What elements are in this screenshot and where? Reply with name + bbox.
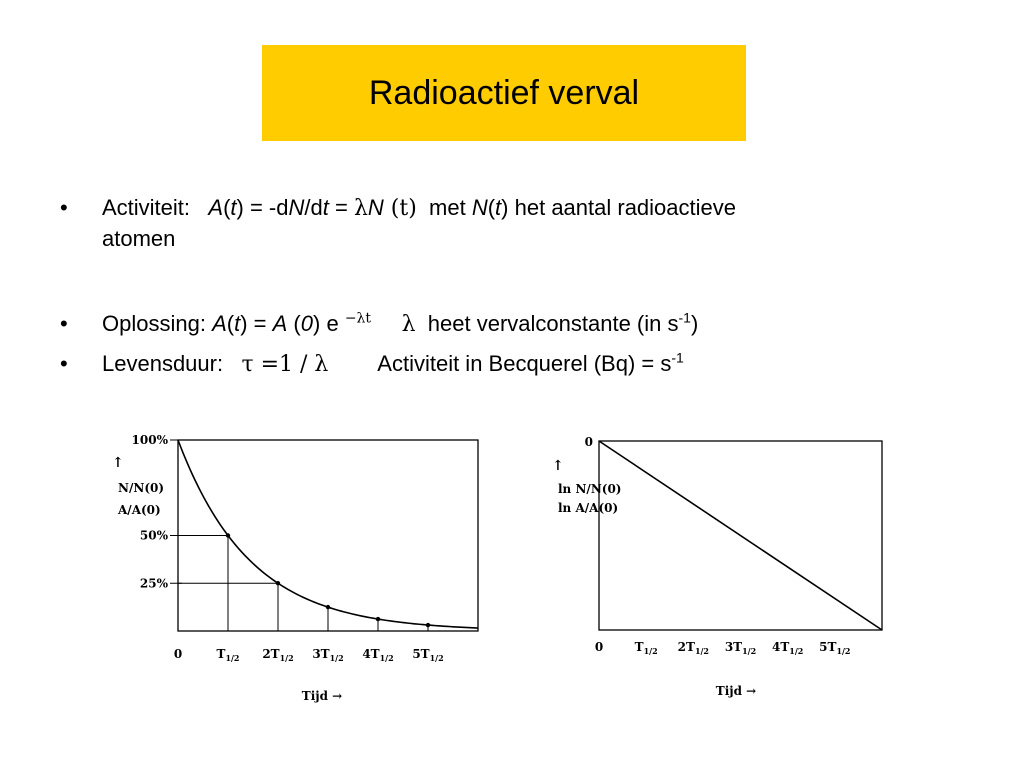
y-tick-label: 0 bbox=[584, 435, 593, 449]
plot-frame bbox=[599, 441, 882, 630]
bullet-label: Activiteit: bbox=[102, 195, 191, 220]
eq-text: = bbox=[247, 311, 273, 336]
eq-text: ( bbox=[223, 195, 231, 220]
x-axis-label: Tijd → bbox=[301, 689, 343, 703]
y-axis-label: N/N(0) bbox=[118, 481, 165, 495]
y-tick-label: 100% bbox=[131, 433, 168, 447]
series-line bbox=[599, 441, 882, 630]
bullet-label: Levensduur: bbox=[102, 351, 224, 376]
data-point bbox=[376, 617, 380, 621]
x-tick-label: $5T_{1/2}$ bbox=[819, 640, 851, 656]
series-line bbox=[178, 440, 478, 628]
x-tick-label: $3T_{1/2}$ bbox=[312, 647, 344, 663]
eq-symbol: N bbox=[288, 195, 305, 220]
bullet-text: Activiteit in Becquerel (Bq) = s bbox=[377, 351, 672, 376]
data-point bbox=[426, 623, 430, 627]
y-tick-label: 50% bbox=[139, 528, 168, 543]
bullet-text: ) bbox=[690, 311, 699, 336]
eq-symbol: t bbox=[230, 195, 237, 220]
eq-text: ( bbox=[287, 311, 301, 336]
y-axis-label: ln A/A(0) bbox=[558, 501, 619, 515]
eq-text: = bbox=[328, 195, 354, 220]
bullet-text: heet vervalconstante (in s bbox=[427, 311, 679, 336]
y-axis-label: A/A(0) bbox=[118, 503, 161, 517]
eq-text: ) bbox=[236, 195, 244, 220]
bullet-label: Oplossing: bbox=[102, 311, 206, 336]
x-tick-label: $2T_{1/2}$ bbox=[262, 647, 294, 663]
eq-symbol: t bbox=[495, 195, 502, 220]
x-tick-label: $3T_{1/2}$ bbox=[724, 640, 757, 656]
eq-text: (t) bbox=[383, 196, 417, 221]
y-axis-label: ↑ bbox=[112, 455, 124, 471]
y-axis-label: ↑ bbox=[552, 458, 564, 474]
eq-symbol: A bbox=[208, 195, 224, 220]
eq-text: ( bbox=[487, 195, 496, 220]
bullet-text: het aantal radioactieve bbox=[514, 195, 736, 220]
eq-symbol: A bbox=[212, 311, 227, 336]
eq-text: = -d bbox=[243, 195, 289, 220]
eq-symbol: 0 bbox=[300, 311, 314, 336]
y-tick-label: 25% bbox=[139, 576, 168, 591]
plot-frame bbox=[178, 440, 478, 631]
data-point bbox=[326, 605, 330, 609]
eq-text: ) bbox=[240, 311, 248, 336]
x-tick-label: $4T_{1/2}$ bbox=[771, 640, 804, 656]
eq-symbol: N bbox=[367, 195, 384, 220]
eq-text: met bbox=[429, 195, 466, 220]
eq-text: /d bbox=[304, 195, 323, 220]
x-tick-label: $4T_{1/2}$ bbox=[362, 647, 394, 663]
eq-text: ) bbox=[501, 195, 509, 220]
eq-symbol: N bbox=[471, 195, 488, 220]
lambda-symbol: λ bbox=[353, 196, 368, 221]
eq-text: e bbox=[320, 311, 345, 336]
bullet-dot: • bbox=[60, 351, 68, 376]
bullet-dot: • bbox=[60, 311, 68, 336]
eq-symbol: A bbox=[272, 311, 288, 336]
eq-text: ( bbox=[226, 311, 235, 336]
x-tick-label: $T_{1/2}$ bbox=[216, 647, 240, 663]
bullet-text: atomen bbox=[102, 226, 176, 251]
lambda-symbol: λ bbox=[401, 312, 416, 337]
superscript: -1 bbox=[671, 349, 684, 366]
superscript: -1 bbox=[678, 309, 691, 326]
x-tick-label: 0 bbox=[594, 640, 604, 654]
x-tick-label: $T_{1/2}$ bbox=[634, 640, 658, 656]
eq-symbol: t bbox=[234, 311, 241, 336]
data-point bbox=[226, 533, 230, 537]
bullet-dot: • bbox=[60, 195, 68, 220]
slide-title: Radioactief verval bbox=[368, 73, 640, 112]
eq-text: ) bbox=[313, 311, 321, 336]
y-axis-label: ln N/N(0) bbox=[558, 482, 622, 496]
x-axis-label: Tijd → bbox=[715, 684, 757, 698]
data-point bbox=[276, 581, 280, 585]
exponent: −λt bbox=[344, 310, 372, 327]
x-tick-label: $5T_{1/2}$ bbox=[412, 647, 444, 663]
formula: τ =1 / λ bbox=[241, 352, 329, 377]
eq-symbol: t bbox=[322, 195, 329, 220]
x-tick-label: 0 bbox=[173, 647, 183, 661]
title-banner bbox=[262, 45, 746, 141]
x-tick-label: $2T_{1/2}$ bbox=[677, 640, 710, 656]
